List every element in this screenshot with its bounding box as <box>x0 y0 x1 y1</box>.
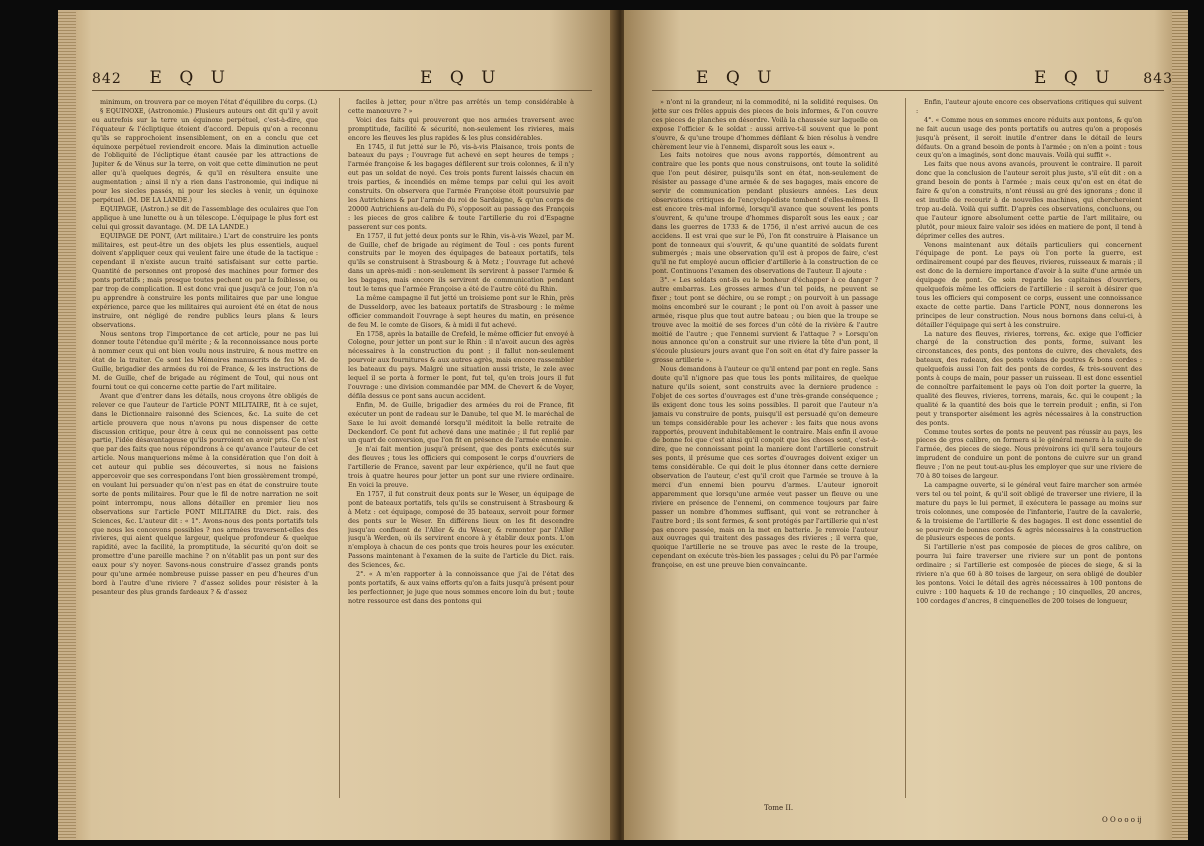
paragraph: minimum, on trouvera par ce moyen l'état d'équilibre du corps. (L) <box>100 98 318 106</box>
paragraph: Les faits notoires que nous avons rapportés, démontrent au contraire que les ponts que nous construisons, ont toute la solidité que l'on peut désirer, puisqu'ils sont en état, non-seulement de résister au passage d'une armée & de ses bagages, mais encore de servir de communication pendant plusieurs années. Les deux observations critiques de l'encyclopédiste tombent d'elles-mêmes. Il est encore très-mal informé, lorsqu'il avance que souvent les ponts s'ouvrent, & qu'une troupe d'hommes disparoît sous les eaux ; car dans les guerres de 1733 & de 1756, il n'est arrivé aucun de ces accidens. Il est vrai que sur le Pô, l'on fit construire à Plaisance un pont de tonneaux qui s'ouvrit, & qu'une quantité de soldats furent submergés ; mais une observation qu'il est à propos de faire, c'est qu'il ne fut employé aucun officier d'artillerie à la construction de ce pont. Continuons l'examen des observations de l'auteur. Il ajoute : <box>652 151 878 276</box>
paragraph: Venons maintenant aux détails particuliers qui concernent l'équipage de pont. Le pays où l'on porte la guerre, est ordinairement coupé par des fleuves, rivieres, ruisseaux & marais ; il est donc de la derniere importance d'avoir à la suite d'une armée un équipage de pont. Ce soin regarde les capitaines d'ouvriers, quelquefois même les officiers de l'artillerie : il seroit à désirer que tous les officiers qui composent ce corps, eussent une connoissance exacte de cette partie. Dans l'article PONT, nous donnerons les principes de leur construction. Nous nous bornons dans celui-ci, à détailler l'équipage qui sert à les construire. <box>916 240 1142 329</box>
paragraph: En 1757, il fut jetté deux ponts sur le Rhin, vis-à-vis Wezel, par M. de Guille, chef de brigade au régiment de Toul : ces ponts furent construits par le moyen des équipages de bateaux portatifs, tels qu'ils se construisent à Strasbourg & à Metz ; l'ouvrage fut achevé dans un après-midi : non-seulement ils servirent à passer l'armée & les bagages, mais encore ils servirent de communication pendant tout le tems que l'armée Françoise a été de l'autre côté du Rhin. <box>348 231 574 294</box>
right-running-head-left <box>696 68 777 88</box>
head-word: E Q U <box>420 68 502 88</box>
left-page-column-1 <box>92 98 318 818</box>
left-page <box>58 10 616 840</box>
paragraph: Comme toutes sortes de ponts ne peuvent pas réussir au pays, les pieces de gros calibre, on formera si le général menera à la suite de l'armée, des pieces de siege. Nous prévoirons ici qu'il sera toujours imprudent de conduire un pont de pontons de cuivre sur un grand fleuve ; l'on ne peut tout-au-plus les employer que sur une riviere de 70 à 80 toises de largeur. <box>916 427 1142 481</box>
paragraph: La nature des fleuves, rivieres, torrens, &c. exige que l'officier chargé de la construction des ponts, forme, suivant les circonstances, des ponts, des pontons de cuivre, des chevalets, des bateaux, des radeaux, des ponts volans de poutres & bons cordes : quelquefois aussi l'on fait des ponts de cordes, & très-souvent des ponts à coups de main, pour passer un ruisseau. Il est donc essentiel de connoître parfaitement le pays où l'on doit porter la guerre, la qualité des fleuves, rivieres, torrens, marais, &c. qui le coupent ; la qualité & la quantité des bois que le terrein produit ; enfin, si l'on peut y transporter aisément les agrès nécessaires à la construction des ponts. <box>916 329 1142 427</box>
paragraph: faciles à jetter, pour n'être pas arrêtés un temp considérable à cette manœuvre ? » <box>348 98 574 115</box>
page-number: 843 <box>1143 71 1173 87</box>
column-divider <box>905 98 906 798</box>
left-running-head-right <box>420 68 501 88</box>
header-rule <box>92 90 592 91</box>
paragraph: Nous demandons à l'auteur ce qu'il entend par pont en regle. Sans doute qu'il n'ignore pas que tous les ponts militaires, de quelque nature qu'ils soient, sont construits avec la derniere prudence : l'objet de ces sortes d'ouvrages est d'une très-grande conséquence ; ils exigent donc tous les soins possibles. Il paroit que l'auteur n'a jamais vu construire de ponts, puisqu'il est persuadé qu'on demeure un temps considérable pour les achever : les faits que nous avons rapportés, prouvent indubitablement le contraire. Mais enfin il avoue de bonne foi que c'est ainsi qu'il conçoit que les choses sont, c'est-à-dire, que ne connoissant point la maniere dont l'artillerie construit ses ponts, il présume que ces sortes d'ouvrages doivent exiger un tems considérable. Ce qui doit le plus étonner dans cette derniere observation de l'auteur, c'est qu'il croit que l'armée se trouve à la merci d'un ennemi bien pourvu d'armes. L'auteur ignoroit apparemment que lorsqu'une armée veut passer un fleuve ou une riviere en présence de l'ennemi, on commence toujours par faire passer un nombre d'hommes suffisant, qui vont se retrancher à l'autre bord ; ils sont fermes, & sont protégés par l'artillerie qui n'est pas encore passée, mais on la met en batterie. Je renvoie l'auteur aux ouvrages qui traitent des passages des rivieres ; il verra que, quoique l'artillerie ne se trouve pas avec le reste de la troupe, cependant on exécute très-bien les passages ; celui du Pô par l'armée françoise, en est une preuve bien convaincante. <box>652 365 878 570</box>
paragraph: EQUIPAGE DE PONT, (Art militaire.) L'art de construire les ponts militaires, est peut-être un des objets les plus essentiels, auquel doivent s'appliquer ceux qui veulent faire une étude de la tactique : cependant il n'existe aucun traité satisfaisant sur cette partie. Quantité de personnes ont proposé des machines pour former des ponts portatifs ; mais presque toutes pechent ou par la foiblesse, ou par trop de complication. Il est donc vrai que jusqu'à ce jour, l'on n'a pu apprendre à construire les ponts militaires que par une longue expérience, parce que les militaires qui auroient été en état de nous instruire, ont négligé de rendre publics leurs plans & leurs observations. <box>92 231 318 329</box>
header-rule <box>652 90 1164 91</box>
right-page-column-1 <box>652 98 878 798</box>
right-running-head <box>1034 68 1173 88</box>
paragraph: 3°. « Les soldats ont-ils eu le bonheur d'échapper à ce danger ? autre embarras. Les grosses armes d'un tel poids, ne peuvent se fixer ; tout pont se déchire, ou se rompt ; on pourvoit à un passage moins encombré sur le courant ; le pont où l'on avoit à passer une armée, risque plus que tout autre bateau ; ou bien que la troupe se trouve avec la moitié de ses forces d'un côté de la rivière & l'autre moitié de l'autre ; que l'ennemi survient & l'attaque ? » Lorsqu'on nous annonce qu'on a construit sur une riviere la tête d'un pont, il s'écoule plusieurs jours avant que l'on soit en état d'y faire passer la grosse artillerie ». <box>652 276 878 365</box>
paragraph: En 1757, il fut construit deux ponts sur le Weser, un équipage de pont de bateaux portatifs, tels qu'ils se construisent à Strasbourg & à Metz : cet équipage, composé de 35 bateaux, servoit pour former des ponts sur le Weser. En différens lieux on les fit descendre jusqu'au confluent de l'Aller & du Weser, & remonter par l'Aller jusqu'à Werden, où ils servirent encore à y établir deux ponts. L'on n'employa à chacun de ces ponts que trois heures pour les exécuter. Passons maintenant à l'examen de la suite de l'article du Dict. rais. des Sciences, &c. <box>348 489 574 570</box>
head-word: E Q U <box>149 68 231 88</box>
right-page-column-2 <box>916 98 1142 818</box>
paragraph: La même campagne il fut jetté un troisieme pont sur le Rhin, près de Dusseldorp, avec les bateaux portatifs de Strasbourg : le même officier commandoit l'ouvrage à sept heures du matin, en présence de feu M. le comte de Gisors, & à midi il fut achevé. <box>348 293 574 329</box>
paragraph: Les faits que nous avons avancés, prouvent le contraire. Il paroit donc que la conclusion de l'auteur seroit plus juste, s'il eût dit : on a grand besoin de ponts à l'armée ; mais ceux qu'on est en état de faire & qu'on a construits, n'ont réussi au gré des ignorans ; donc il est inutile de recourir à de nouvelles machines, qui chercheroient trop au-delà. Voilà qui suffit. D'après ces observations, concluons, ou que l'auteur ignore absolument cette partie de l'art militaire, ou plutôt, pour mieux faire valoir ses idées en matiere de pont, il tend à déprimer celles des autres. <box>916 160 1142 240</box>
head-word: E Q U <box>696 68 778 88</box>
paragraph: Enfin, l'auteur ajoute encore ces observations critiques qui suivent : <box>916 98 1142 115</box>
paragraph: En 1745, il fut jetté sur le Pô, vis-à-vis Plaisance, trois ponts de bateaux du pays ; l'ouvrage fut achevé en sept heures de temps ; l'armée françoise & les bagages défilerent sur trois colonnes, & il n'y eut pas un soldat de noyé. Ces trois ponts furent laissés chacun en trois parties, & incendiés en même temps par celui qui les avoit construits. On observera que l'armée Françoise étoit poursuivie par les Autrichiens & par l'armée du roi de Sardaigne, & qu'un corps de 20000 Autrichiens au-delà du Pô, s'opposoit au passage des François : les pieces de gros calibre & toute l'artillerie du roi d'Espagne passerent sur ces ponts. <box>348 142 574 231</box>
open-book <box>58 10 1188 840</box>
volume-signature: Tome II. <box>764 804 794 812</box>
paragraph: EQUIPAGE, (Astron.) se dit de l'assemblage des oculaires que l'on applique à une lunette ou à un télescope. L'équipage le plus fort est celui qui grossit davantage. (M. DE LA LANDE.) <box>92 204 318 231</box>
left-running-head <box>92 68 231 88</box>
page-number: 842 <box>92 71 122 87</box>
paragraph: En 1758, après la bataille de Crefeld, le même officier fut envoyé à Cologne, pour jetter un pont sur le Rhin : il n'avoit aucun des agrès nécessaires à la construction du pont ; il fallut non-seulement pourvoir aux fournitures & aux autres agrès, mais encore rassembler les bateaux du pays. Malgré une situation aussi triste, le zele avec lequel il se porta à former le pont, fut tel, qu'en trois jours il fut l'ouvrage : une division commandée par MM. de Chevert & de Voyer, défila dessus ce pont sans aucun accident. <box>348 329 574 400</box>
right-fore-edge <box>1172 10 1188 840</box>
gathering-signature: O O o o o ij <box>1102 816 1142 824</box>
paragraph: 2°. « A m'en rapporter à la connoissance que j'ai de l'état des ponts portatifs, & aux vains efforts qu'on a faits jusqu'à présent pour les perfectionner, je juge que nous sommes encore loin du but ; toute notre ressource est dans des pontons qui <box>348 570 574 605</box>
head-word: E Q U <box>1034 68 1116 88</box>
left-fore-edge <box>58 10 76 840</box>
paragraph: § EQUINOXE, (Astronomie.) Plusieurs auteurs ont dit qu'il y avoit eu autrefois sur la terre un équinoxe perpétuel, c'est-à-dire, que l'équateur & l'écliptique étoient d'accord. Depuis qu'on a reconnu qu'ils se rapprochoient insensiblement, on en a conclu que cet équinoxe perpétuel reviendroit encore. Mais la diminution actuelle de l'obliquité de l'écliptique étant causée par les attractions de Jupiter & de Vénus sur la terre, on voit que cette diminution ne peut aller qu'à quelques degrés, & qu'il en résultera ensuite une augmentation ; ainsi il n'y a rien dans l'astronomie, qui indique ni pour les siecles passés, ni pour les siecles à venir, un équinoxe perpétuel. (M. DE LA LANDE.) <box>92 106 318 204</box>
left-page-column-2 <box>348 98 574 818</box>
paragraph: La campagne ouverte, si le général veut faire marcher son armée vers tel ou tel point, & qu'il soit obligé de traverser une riviere, il la mature du pays le lui permet, il exécutera le passage au moins sur trois colonnes, une composée de l'infanterie, l'autre de la cavalerie, & la troisieme de l'artillerie & des bagages. Il est donc essentiel de se pourvoir de bonnes cordes & agrès nécessaires à la construction de plusieurs especes de ponts. <box>916 480 1142 543</box>
paragraph: » n'ont ni la grandeur, ni la commodité, ni la solidité requises. On jette sur ces frêles appuis des pieces de bois informes, & l'on couvre ces pieces de planches en désordre. Voilà la chaussée sur laquelle on expose l'officier & le soldat : aussi arrive-t-il souvent que le pont s'ouvre, & qu'une troupe d'hommes défilant & bien résolus à vendre chèrement leur vie à l'ennemi, disparoît sous les eaux ». <box>652 98 878 151</box>
paragraph: Si l'artillerie n'est pas composée de pieces de gros calibre, on pourra lui faire traverser une riviere sur un pont de pontons ordinaire ; si l'artillerie est composée de pieces de siege, & si la riviere n'a que 60 à 80 toises de largeur, on sera obligé de doubler les pontons. Voici le détail des agrès nécessaires à 100 pontons de cuivre : 100 haquets & 10 de rechange ; 10 cinquelles, 20 ancres, 100 cordages d'ancres, 8 cinquenelles de 200 toises de longueur, <box>916 543 1142 605</box>
paragraph: Enfin, M. de Guille, brigadier des armées du roi de France, fit exécuter un pont de radeau sur le Danube, tel que M. le maréchal de Saxe le lui avoit demandé lorsqu'il méditoit la belle retraite de Deckendorf. Ce pont fut achevé dans une matinée ; il fut replié par un quart de conversion, que l'on fit en présence de l'armée ennemie. <box>348 400 574 445</box>
paragraph: 4°. « Comme nous en sommes encore réduits aux pontons, & qu'on ne fait aucun usage des ponts portatifs ou autres qu'on a proposés jusqu'à présent, il seroit inutile d'entrer dans le détail de leurs défauts. On a grand besoin de ponts à l'armée ; on n'en a point : tous ceux qu'on a imaginés, sont donc mauvais. Voilà qui suffit ». <box>916 115 1142 160</box>
paragraph: Nous sentons trop l'importance de cet article, pour ne pas lui donner toute l'étendue qu'il mérite ; & la reconnoissance nous porte à nommer ceux qui ont bien voulu nous instruire, & nous mettre en état de la traiter. Ce sont les Mémoires manuscrits de feu M. de Guille, brigadier des armées du roi de France, & les instructions de M. de Guille, chef de brigade au régiment de Toul, qui nous ont fourni tout ce qui concerne cette partie de l'art militaire. <box>92 329 318 391</box>
paragraph: Voici des faits qui prouveront que nos armées traversent avec promptitude, facilité & sécurité, non-seulement les rivieres, mais encore les fleuves les plus rapides & les plus considérables. <box>348 115 574 142</box>
right-page <box>624 10 1188 840</box>
paragraph: Avant que d'entrer dans les détails, nous croyons être obligés de relever ce que l'auteur de l'article PONT MILITAIRE, fit à ce sujet, dans le Dictionnaire raisonné des Sciences, &c. La suite de cet article prouvera que nous n'avons pu nous dispenser de cette discussion critique, pour être à ceux qui ne connoissent pas cette partie, l'idée désavantageuse qu'ils pourroient en avoir pris. Ce n'est que par des faits que nous répondrons à ce qu'avance l'auteur de cet article. Nous manquerions même à la considération que l'on doit à cet auteur qui publie ses découvertes, si nous ne faisions appercevoir que ses correspondans l'ont bien grossièrement trompé, en voulant lui persuader qu'on n'est pas en état de construire toute sorte de ponts militaires. Pour que le fil de notre narration ne soit point interrompu, nous allons détailler en premier lieu nos observations sur l'article PONT MILITAIRE du Dict. rais. des Sciences, &c. L'auteur dit : « 1°. Avons-nous des ponts portatifs tels que nous les concevons possibles ? nos armées traversent-elles des rivieres, qui aient quelque largeur, quelque profondeur & quelque rapidité, avec la facilité, la promptitude, la sécurité qu'on doit se promettre d'une pareille machine ? on n'établit pas un pont sur des eaux pour s'y noyer. Savons-nous construire d'assez grands ponts pour qu'une armée nombreuse puisse passer en peu d'heures d'un bord à l'autre d'une riviere ? d'assez solides pour résister à la pesanteur des plus grands fardeaux ? & d'assez <box>92 391 318 596</box>
paragraph: Je n'ai fait mention jusqu'à présent, que des ponts exécutés sur des fleuves ; tous les officiers qui composent le corps d'ouvriers de l'artillerie de France, savent par leur expérience, qu'il ne faut que trois à quatre heures pour jetter un pont sur une riviere ordinaire. En voici la preuve. <box>348 445 574 489</box>
column-divider <box>339 98 340 798</box>
